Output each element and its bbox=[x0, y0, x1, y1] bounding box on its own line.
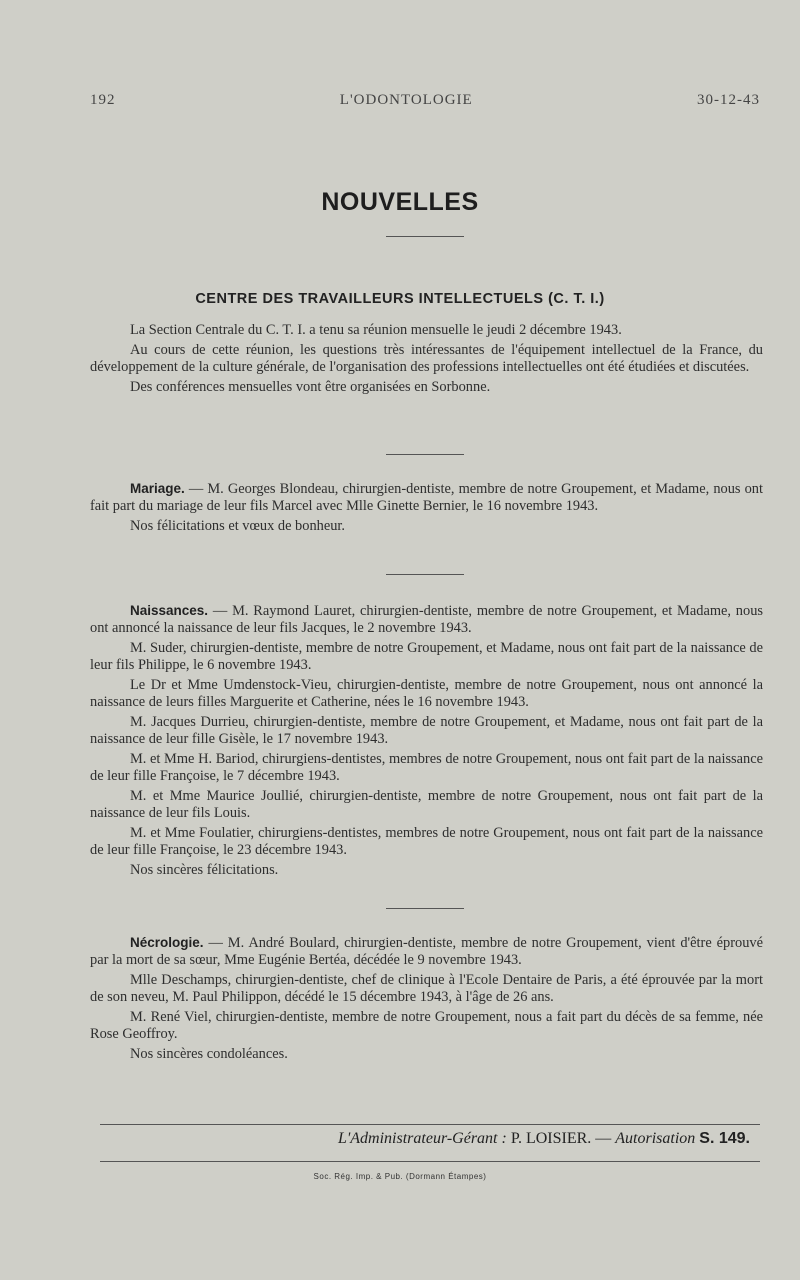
page-number: 192 bbox=[90, 92, 116, 108]
printer-imprint: Soc. Rég. Imp. & Pub. (Dormann Étampes) bbox=[313, 1172, 487, 1181]
paragraph: Nos félicitations et vœux de bonheur. bbox=[130, 518, 346, 534]
paragraph: Nos sincères félicitations. bbox=[130, 862, 279, 878]
paragraph: Le Dr et Mme Umdenstock-Vieu, chirurgien-dentiste, membre de notre Groupement, nous ont annoncé la naissance de leurs filles Marguerite et Catherine, nées le 16 novembre 1943. bbox=[90, 677, 763, 710]
issue-date: 30-12-43 bbox=[697, 92, 760, 108]
footer-credits bbox=[0, 1130, 750, 1148]
section-divider bbox=[386, 454, 464, 455]
paragraph-text: — M. André Boulard, chirurgien-dentiste, membre de notre Groupement, vient d'être éprouvé par la mort de sa sœur, Mme Eugénie Bertéa, décédée le 9 novembre 1943. bbox=[90, 935, 763, 968]
section-necrologie bbox=[90, 934, 763, 1066]
footer-authorization-label: Autorisation bbox=[615, 1130, 696, 1147]
footer-rule-top bbox=[100, 1124, 760, 1125]
footer-authorization-number: S. 149. bbox=[699, 1130, 750, 1147]
running-head bbox=[90, 92, 760, 109]
paragraph: Au cours de cette réunion, les questions très intéressantes de l'équipement intellectuel de la France, du développement de la culture générale, de l'organisation des professions intellectuelles ont été étudiées et discutées. bbox=[90, 342, 763, 375]
section-divider bbox=[386, 908, 464, 909]
section-naissances bbox=[90, 602, 763, 882]
paragraph bbox=[90, 480, 763, 515]
paragraph: La Section Centrale du C. T. I. a tenu sa réunion mensuelle le jeudi 2 décembre 1943. bbox=[130, 322, 622, 338]
section-lead-necrologie: Nécrologie. bbox=[130, 935, 204, 950]
footer-role: L'Administrateur-Gérant : bbox=[337, 1130, 507, 1147]
section-lead-naissances: Naissances. bbox=[130, 603, 209, 618]
title-divider bbox=[386, 236, 464, 237]
section-cti bbox=[90, 322, 763, 399]
paragraph: Nos sincères condoléances. bbox=[130, 1046, 288, 1062]
paragraph: M. et Mme Maurice Joullié, chirurgien-dentiste, membre de notre Groupement, nous ont fait part de la naissance de leur fils Louis. bbox=[90, 788, 763, 821]
page-title: NOUVELLES bbox=[321, 188, 479, 216]
paragraph-text: — M. Georges Blondeau, chirurgien-dentiste, membre de notre Groupement, et Madame, nous ont fait part du mariage de leur fils Marcel avec Mlle Ginette Bernier, le 16 novembre 1943. bbox=[90, 481, 763, 514]
section-mariage bbox=[90, 480, 763, 538]
paragraph-text: — M. Raymond Lauret, chirurgien-dentiste, membre de notre Groupement, et Madame, nous ont annoncé la naissance de leur fils Jacques, le 2 novembre 1943. bbox=[90, 603, 763, 636]
paragraph: M. et Mme Foulatier, chirurgiens-dentistes, membres de notre Groupement, nous ont fait part de la naissance de leur fille Françoise, le 23 décembre 1943. bbox=[90, 825, 763, 858]
footer-dash: — bbox=[595, 1130, 612, 1147]
paragraph: M. René Viel, chirurgien-dentiste, membre de notre Groupement, nous a fait part du décès de sa femme, née Rose Geoffroy. bbox=[90, 1009, 763, 1042]
paragraph: Mlle Deschamps, chirurgien-dentiste, chef de clinique à l'Ecole Dentaire de Paris, a été éprouvée par la mort de son neveu, M. Paul Philippon, décédé le 15 décembre 1943, à l'âge de 26 ans. bbox=[90, 972, 763, 1005]
section-heading-cti: CENTRE DES TRAVAILLEURS INTELLECTUELS (C. T. I.) bbox=[195, 291, 605, 307]
footer-rule-bottom bbox=[100, 1161, 760, 1162]
paragraph bbox=[90, 934, 763, 969]
paragraph: M. Jacques Durrieu, chirurgien-dentiste, membre de notre Groupement, et Madame, nous ont fait part de la naissance de leur fille Gisèle, le 17 novembre 1943. bbox=[90, 714, 763, 747]
section-lead-mariage: Mariage. bbox=[130, 481, 185, 496]
journal-name: L'ODONTOLOGIE bbox=[339, 92, 473, 108]
paragraph bbox=[90, 602, 763, 637]
paragraph: M. Suder, chirurgien-dentiste, membre de notre Groupement, et Madame, nous ont fait part de la naissance de leur fils Philippe, le 6 novembre 1943. bbox=[90, 640, 763, 673]
paragraph: Des conférences mensuelles vont être organisées en Sorbonne. bbox=[130, 379, 491, 395]
section-divider bbox=[386, 574, 464, 575]
footer-name: P. LOISIER. bbox=[510, 1130, 592, 1147]
paragraph: M. et Mme H. Bariod, chirurgiens-dentistes, membres de notre Groupement, nous ont fait part de la naissance de leur fille Françoise, le 7 décembre 1943. bbox=[90, 751, 763, 784]
